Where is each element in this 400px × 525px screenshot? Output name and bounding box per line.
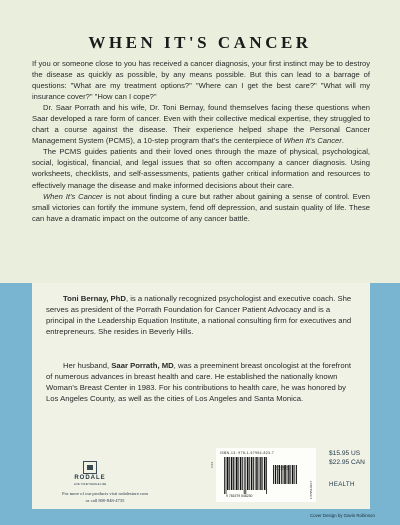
book-description <box>32 58 370 224</box>
isbn-digits: 9 781579 548230 <box>226 494 253 498</box>
description-paragraph: Dr. Saar Porrath and his wife, Dr. Toni Bernay, found themselves facing these questions when Saar developed a rare form of cancer. Even with their collective medical expertise, they struggled to chart a course against the disease. Their experience helped shape the Personal Cancer Management System (PCMS), a 10-step program that's the centerpiece of When It's Cancer. <box>32 103 370 146</box>
isbn-label: ISBN-13: 978-1-57954-823-7 <box>220 451 275 455</box>
price-can: $22.95 CAN <box>329 458 365 466</box>
isbn-barcode <box>224 457 268 494</box>
price-code: 51595 <box>275 466 289 472</box>
description-paragraph: The PCMS guides patients and their loved ones through the maze of physical, psychological, social, logistical, financial, and legal issues that so often accompany a cancer diagnosis. Using worksheets, checklists, and self-assessments, patients gather critical information and resources to effectively manage the disease and make informed decisions about their care. <box>32 147 370 190</box>
cover-design-credit: Cover Design by Gavin Robinson <box>310 513 375 518</box>
description-paragraph: When It's Cancer is not about finding a cure but rather about gaining a sense of control. Even small victories can fortify the immune system, fend off depression, and sustain quality of life. These can have a dramatic impact on the outcome of any cancer battle. <box>32 191 370 223</box>
publisher-logo-name: RODALE <box>74 475 106 481</box>
price-list <box>329 450 365 467</box>
publisher-tagline: LIVE YOUR WHOLE LIFE <box>73 482 107 486</box>
barcode-side-code: 3 3 6 <box>210 461 214 468</box>
barcode-side-isbn: 1-57954-823-7 <box>309 480 313 499</box>
rodale-logo-icon <box>83 461 97 474</box>
publisher-phone: or call 800-848-4735 <box>85 497 125 503</box>
author-name: Toni Bernay, PhD <box>63 294 126 303</box>
price-us: $15.95 US <box>329 450 361 457</box>
author-bio-intro: Her husband, <box>63 361 112 370</box>
description-paragraph: If you or someone close to you has received a cancer diagnosis, your first instinct may be to destroy the disease as quickly as possible, by any means possible. But this can lead to a barrage of questions: "What are my treatment options?" "Where can I get the best care?" "What will my insurance cover?" "How can I cope?" <box>32 59 370 102</box>
book-title-reference: When It's Cancer <box>43 191 103 201</box>
author-bio-text: , was a preeminent breast oncologist at the forefront of numerous advances in breast health and care. He established the nationally known Woman's Breast Center in 1983. For his contributions to health care, he was honored by Los Angeles County, as well as the cities of Los Angeles and Santa Monica. <box>46 361 352 404</box>
publisher-contact <box>60 491 150 504</box>
book-category: HEALTH <box>329 481 355 488</box>
author-name: Saar Porrath, MD <box>111 361 174 370</box>
author-bio-text: , is a nationally recognized psychologist and executive coach. She serves as president of the Porrath Foundation for Cancer Patient Advocacy and is a principal in the Leadership Equation Institute, a national consulting firm for executives and entrepreneurs. She resides in Beverly Hills. <box>46 294 352 337</box>
author-bio-toni <box>46 293 352 337</box>
book-title: WHEN IT'S CANCER <box>88 33 312 52</box>
author-bio-saar <box>46 360 352 404</box>
publisher-website: For more of our products visit rodalestore.com <box>62 491 148 496</box>
book-title-reference: When It's Cancer <box>283 136 342 146</box>
